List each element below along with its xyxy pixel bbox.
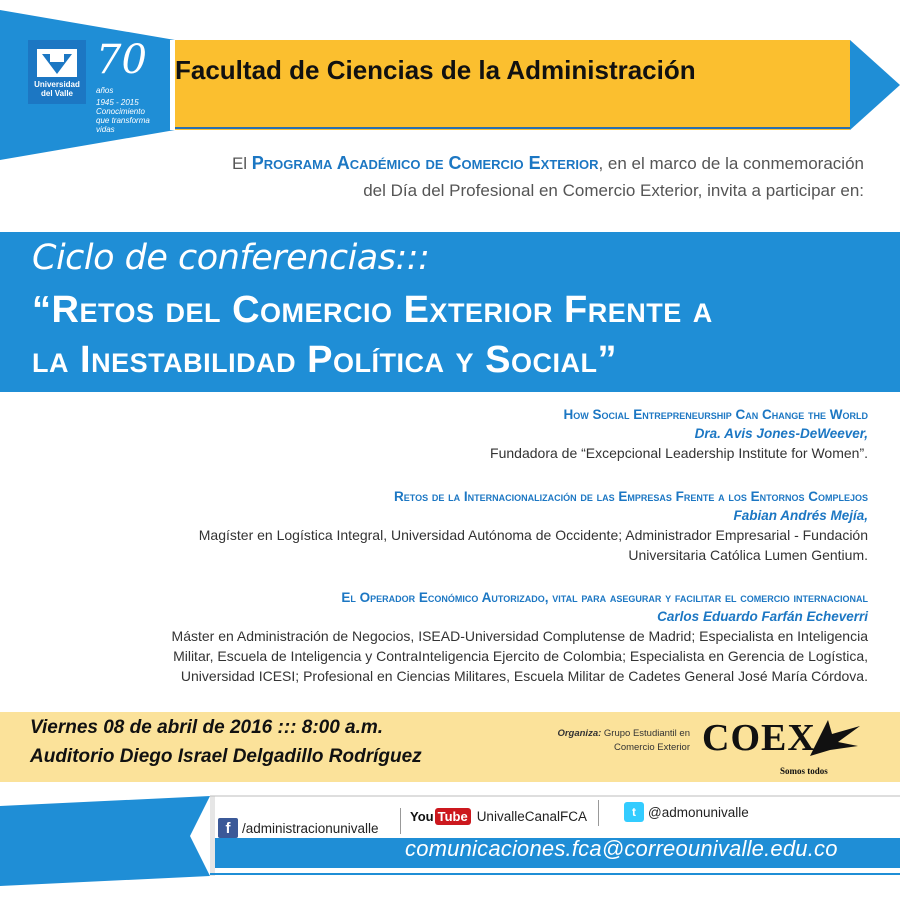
- facebook-handle: /administracionunivalle: [242, 820, 379, 836]
- anniversary-slogan-1: Conocimiento: [96, 107, 145, 116]
- coex-wing-icon: [808, 716, 863, 766]
- anniversary-logo: [96, 37, 156, 134]
- logo-text-1: Universidad: [34, 80, 80, 89]
- twitter-icon: t: [624, 802, 644, 822]
- event-title: [32, 285, 882, 385]
- youtube-you: You: [410, 809, 434, 824]
- organizer-name-1: Grupo Estudiantil en: [601, 728, 690, 739]
- event-title-line1: “Retos del Comercio Exterior Frente a: [32, 289, 713, 331]
- twitter-handle: @admonunivalle: [648, 804, 749, 820]
- conference-2: [48, 487, 868, 565]
- cycle-label: Ciclo de conferencias:::: [32, 238, 430, 278]
- event-place: Auditorio Diego Israel Delgadillo Rodríguez: [30, 746, 422, 767]
- conference-title: El Operador Económico Autorizado, vital para asegurar y facilitar el comercio internacional: [341, 590, 868, 605]
- intro-line1-rest: , en el marco de la conmemoración: [598, 154, 864, 173]
- intro-prefix: El: [231, 154, 252, 173]
- logo-text-2: del Valle: [40, 89, 74, 98]
- conference-title: Retos de la Internacionalización de las Empresas Frente a los Entornos Complejos: [394, 489, 868, 504]
- conference-desc: Máster en Administración de Negocios, ISEAD-Universidad Complutense de Madrid; Especialista en Inteligencia: [171, 628, 868, 644]
- conference-speaker: Carlos Eduardo Farfán Echeverri: [657, 609, 868, 624]
- youtube-link[interactable]: [410, 809, 587, 824]
- conference-desc: Universitaria Católica Lumen Gentium.: [628, 547, 868, 563]
- facebook-icon: f: [218, 818, 238, 838]
- anniversary-label: años: [96, 86, 114, 95]
- youtube-tube: Tube: [435, 808, 471, 825]
- youtube-icon: [410, 809, 471, 824]
- facebook-link[interactable]: [218, 818, 379, 838]
- conference-desc: Universidad ICESI; Profesional en Ciencias Militares, Escuela Militar de Cadetes General José María Córdova.: [180, 668, 868, 684]
- coex-tagline: Somos todos: [780, 766, 828, 776]
- univalle-logo: [28, 40, 86, 104]
- organizer-text: [538, 727, 690, 755]
- conference-1: [48, 405, 868, 463]
- program-name: Programa Académico de Comercio Exterior: [251, 153, 599, 173]
- divider: [400, 808, 401, 834]
- conference-desc: Militar, Escuela de Inteligencia y ContraInteligencia Ejercito de Colombia; Especialista en Gerencia de Logística,: [173, 648, 868, 664]
- event-date: Viernes 08 de abril de 2016 ::: 8:00 a.m.: [30, 717, 384, 738]
- conference-3: [48, 588, 868, 686]
- conference-title: How Social Entrepreneurship Can Change the World: [563, 407, 868, 422]
- event-title-line2: la Inestabilidad Política y Social”: [32, 339, 617, 381]
- conference-desc: Fundadora de “Excepcional Leadership Institute for Women”.: [490, 445, 868, 461]
- anniversary-years: 1945 - 2015: [96, 98, 139, 107]
- conference-desc: Magíster en Logística Integral, Universidad Autónoma de Occidente; Administrador Empresarial - Fundación: [198, 527, 868, 543]
- intro-text: [104, 150, 864, 204]
- univalle-mark-icon: [36, 48, 78, 78]
- conference-speaker: Fabian Andrés Mejía,: [733, 508, 868, 523]
- intro-line2: del Día del Profesional en Comercio Exterior, invita a participar en:: [363, 181, 864, 200]
- contact-email[interactable]: comunicaciones.fca@correounivalle.edu.co: [405, 836, 838, 861]
- faculty-title: Facultad de Ciencias de la Administración: [175, 55, 696, 85]
- organizer-name-2: Comercio Exterior: [613, 742, 690, 753]
- divider: [598, 800, 599, 826]
- youtube-channel: UnivalleCanalFCA: [476, 809, 587, 824]
- twitter-link[interactable]: [624, 802, 749, 822]
- conference-speaker: Dra. Avis Jones-DeWeever,: [694, 426, 868, 441]
- organizer-label: Organiza:: [557, 728, 602, 739]
- anniversary-slogan-2: que transforma vidas: [96, 116, 150, 134]
- coex-logo: COEX: [702, 717, 816, 759]
- anniversary-number: 70: [96, 37, 147, 83]
